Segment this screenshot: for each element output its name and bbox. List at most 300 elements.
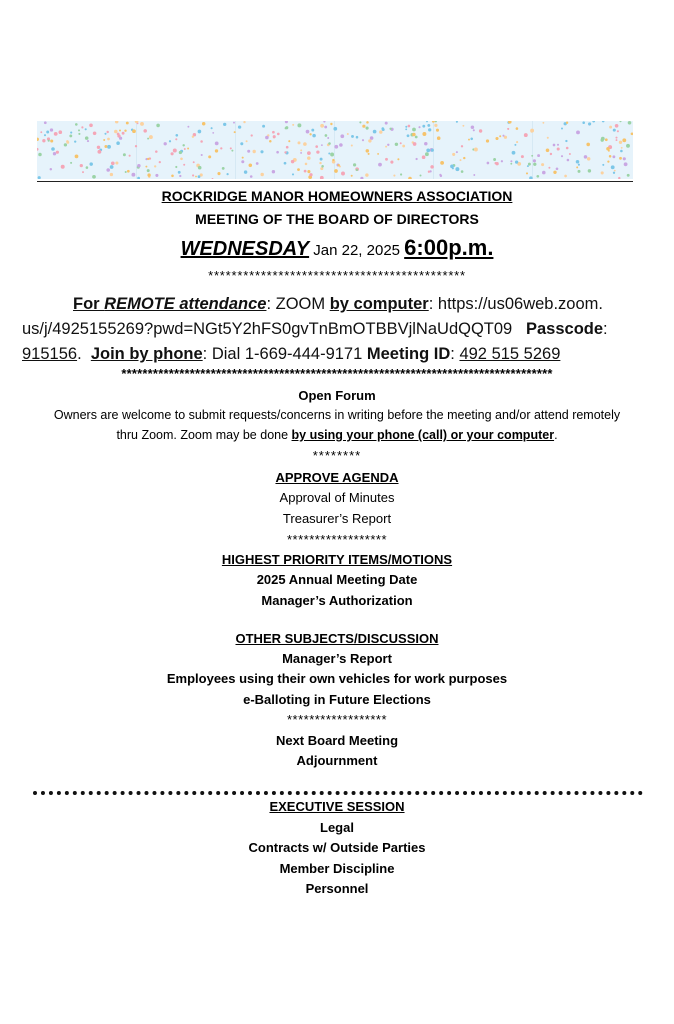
confetti-dot — [427, 124, 430, 127]
confetti-dot — [624, 162, 628, 166]
join-by-phone: Join by phone — [90, 345, 203, 363]
other-item-managers-report: Manager’s Report — [282, 651, 392, 666]
confetti-dot — [351, 144, 353, 146]
confetti-dot — [173, 149, 177, 153]
confetti-dot — [623, 157, 626, 160]
confetti-dot — [75, 155, 79, 159]
confetti-dot — [614, 170, 616, 172]
confetti-dot — [422, 155, 426, 159]
other-title: OTHER SUBJECTS/DISCUSSION — [235, 631, 439, 646]
confetti-dot — [373, 130, 377, 134]
executive-item-personnel: Personnel — [305, 881, 369, 896]
confetti-dot — [588, 169, 591, 172]
dial-text: : Dial 1-669-444-9171 — [202, 345, 367, 363]
confetti-dot — [402, 145, 405, 148]
confetti-dot — [143, 129, 147, 133]
open-forum-text — [24, 405, 650, 445]
confetti-dot — [533, 163, 536, 166]
confetti-dot — [200, 140, 203, 143]
confetti-dot — [223, 123, 226, 126]
confetti-dot — [291, 160, 294, 163]
confetti-dot — [524, 133, 528, 137]
confetti-dot — [359, 121, 361, 123]
confetti-dot — [499, 135, 501, 137]
confetti-dot — [431, 149, 434, 152]
confetti-dot — [528, 163, 531, 166]
remote-zoom: : ZOOM — [266, 295, 330, 313]
confetti-dot — [155, 150, 158, 153]
confetti-dot — [180, 157, 183, 160]
confetti-dot — [240, 142, 243, 145]
zoom-url-1[interactable]: : https://us06web.zoom. — [428, 295, 603, 313]
confetti-dot — [50, 139, 53, 142]
confetti-dot — [422, 132, 426, 136]
confetti-dot — [566, 147, 569, 150]
priority-title: HIGHEST PRIORITY ITEMS/MOTIONS — [221, 552, 453, 567]
confetti-dot — [179, 175, 181, 177]
confetti-dot — [362, 125, 365, 128]
meeting-id-label: Meeting ID — [366, 345, 451, 363]
confetti-dot — [351, 175, 353, 177]
confetti-dot — [303, 142, 307, 146]
confetti-dot — [40, 131, 42, 133]
approve-agenda-title: APPROVE AGENDA — [275, 470, 399, 485]
confetti-dot — [461, 145, 463, 147]
confetti-dot — [378, 163, 382, 167]
confetti-dots-icon — [37, 121, 633, 179]
confetti-dot — [584, 155, 588, 159]
confetti-dot — [175, 134, 178, 137]
confetti-dot — [450, 165, 454, 169]
stars-divider-5: ****************** — [286, 712, 388, 727]
confetti-dot — [149, 135, 153, 139]
confetti-dot — [137, 177, 140, 179]
remote-label: REMOTE attendance — [104, 295, 267, 313]
confetti-dot — [620, 150, 623, 153]
confetti-dot — [362, 139, 364, 141]
confetti-dot — [171, 175, 174, 178]
confetti-dot — [309, 173, 312, 176]
executive-title: EXECUTIVE SESSION — [269, 799, 405, 814]
confetti-dot — [387, 144, 389, 146]
confetti-dot — [473, 129, 475, 131]
confetti-dot — [588, 122, 591, 125]
confetti-dot — [309, 133, 311, 135]
confetti-dot — [557, 144, 559, 146]
confetti-dot — [80, 164, 83, 167]
confetti-dot — [486, 139, 489, 142]
confetti-dot — [385, 122, 388, 125]
confetti-dot — [576, 166, 578, 168]
confetti-dot — [70, 162, 72, 164]
confetti-dot — [407, 134, 410, 137]
confetti-dot — [586, 143, 590, 147]
passcode-label: Passcode — [525, 320, 604, 338]
confetti-dot — [316, 150, 319, 153]
confetti-dot — [627, 174, 630, 177]
confetti-dot — [426, 121, 428, 122]
confetti-dot — [471, 126, 475, 130]
confetti-dot — [381, 127, 384, 130]
open-forum-line-2c: . — [554, 428, 558, 442]
confetti-dot — [74, 140, 76, 142]
confetti-dot — [175, 166, 177, 168]
confetti-dot — [171, 152, 174, 155]
confetti-dot — [145, 166, 147, 168]
confetti-dot — [321, 144, 323, 146]
confetti-dot — [104, 133, 106, 135]
confetti-dot — [567, 159, 570, 162]
confetti-dot — [183, 164, 185, 166]
confetti-dot — [619, 121, 621, 122]
confetti-dot — [379, 130, 382, 133]
confetti-dot — [516, 127, 519, 130]
confetti-dot — [104, 145, 107, 148]
confetti-dot — [468, 139, 470, 141]
confetti-dot — [495, 162, 497, 164]
confetti-dot — [541, 163, 544, 166]
confetti-dot — [334, 169, 338, 173]
confetti-dot — [50, 128, 53, 131]
confetti-dot — [307, 156, 311, 160]
executive-item-legal: Legal — [320, 820, 354, 835]
confetti-dot — [430, 165, 434, 169]
confetti-dot — [273, 135, 276, 138]
confetti-dot — [527, 165, 529, 167]
confetti-dot — [297, 168, 300, 171]
confetti-dot — [339, 143, 343, 147]
confetti-dot — [366, 121, 369, 124]
confetti-dot — [103, 139, 105, 141]
stars-divider-2: ********************************************************************************** — [121, 366, 553, 381]
confetti-dot — [97, 146, 100, 149]
confetti-dot — [487, 162, 490, 165]
remote-label-for: For — [73, 295, 105, 313]
confetti-dot — [54, 132, 58, 136]
confetti-dot — [305, 163, 308, 166]
confetti-dot — [269, 140, 272, 143]
session-divider — [33, 791, 643, 795]
confetti-dot — [37, 138, 39, 141]
confetti-dot — [242, 157, 244, 159]
by-computer: by computer — [329, 295, 429, 313]
confetti-dot — [187, 126, 189, 128]
confetti-dot — [117, 134, 120, 137]
confetti-dot — [422, 125, 425, 128]
confetti-dot — [129, 155, 131, 157]
confetti-dot — [311, 129, 314, 132]
confetti-dot — [46, 131, 49, 134]
confetti-dot — [601, 171, 604, 174]
confetti-dot — [408, 125, 411, 128]
confetti-dot — [537, 154, 540, 157]
confetti-dot — [631, 132, 633, 135]
confetti-dot — [619, 157, 622, 160]
confetti-dot — [272, 131, 275, 134]
confetti-dot — [312, 134, 316, 138]
confetti-dot — [365, 173, 368, 176]
confetti-dot — [515, 160, 518, 163]
confetti-dot — [557, 147, 560, 150]
confetti-dot — [340, 134, 344, 138]
confetti-dot — [198, 166, 202, 170]
confetti-dot — [400, 173, 402, 175]
confetti-dot — [561, 127, 563, 129]
meeting-time: 6:00p.m. — [404, 235, 494, 260]
confetti-dot — [51, 147, 55, 151]
confetti-dot — [154, 165, 156, 167]
confetti-dot — [609, 155, 612, 158]
confetti-dot — [334, 145, 338, 149]
confetti-dot — [412, 133, 416, 137]
open-forum-line-2a: thru Zoom. Zoom may be done — [116, 428, 292, 442]
meeting-id-colon: : — [450, 345, 460, 363]
confetti-dot — [179, 151, 182, 154]
header-divider — [37, 181, 633, 182]
confetti-dot — [618, 177, 620, 179]
confetti-dot — [510, 163, 512, 165]
confetti-dot — [132, 129, 136, 133]
confetti-dot — [602, 164, 604, 166]
confetti-dot — [428, 171, 430, 173]
confetti-dot — [578, 164, 580, 166]
confetti-dot — [516, 141, 518, 143]
confetti-dot — [327, 137, 329, 139]
confetti-dot — [87, 140, 89, 142]
confetti-dot — [147, 138, 149, 140]
confetti-dot — [393, 175, 395, 177]
zoom-url-2[interactable]: us/j/4925155269?pwd=NGt5Y2hFS0gvTnBmOTBBVjlNaUdQQT09 — [22, 320, 513, 338]
confetti-dot — [319, 162, 321, 164]
confetti-dot — [542, 171, 546, 175]
confetti-dot — [328, 142, 331, 145]
confetti-dot — [202, 122, 205, 125]
confetti-dot — [415, 136, 418, 139]
confetti-dot — [330, 153, 334, 157]
confetti-dot — [389, 128, 391, 130]
confetti-dot — [356, 136, 359, 139]
confetti-dot — [395, 143, 398, 146]
confetti-dot — [285, 121, 288, 123]
confetti-dot — [561, 155, 563, 157]
confetti-dot — [547, 137, 549, 139]
confetti-dot — [412, 128, 416, 132]
confetti-dot — [238, 125, 241, 128]
confetti-dot — [328, 152, 330, 154]
confetti-dot — [592, 121, 595, 122]
priority-item-authorization: Manager’s Authorization — [261, 593, 413, 608]
confetti-dot — [106, 131, 108, 133]
confetti-dot — [175, 138, 177, 140]
confetti-dot — [615, 137, 617, 139]
confetti-dot — [201, 154, 203, 156]
confetti-dot — [137, 164, 140, 167]
confetti-dot — [436, 129, 439, 132]
confetti-dot — [244, 170, 247, 173]
confetti-dot — [455, 167, 459, 171]
confetti-dot — [298, 141, 301, 144]
confetti-dot — [536, 175, 539, 178]
confetti-dot — [234, 131, 236, 133]
confetti-dot — [353, 163, 356, 166]
confetti-dot — [81, 126, 83, 128]
confetti-dot — [66, 140, 69, 143]
confetti-dot — [320, 176, 324, 179]
confetti-dot — [82, 171, 84, 173]
confetti-dot — [78, 133, 80, 135]
confetti-dot — [609, 126, 612, 129]
confetti-dot — [569, 153, 571, 155]
confetti-dot — [89, 162, 92, 165]
confetti-dot — [126, 122, 129, 125]
confetti-dot — [616, 139, 618, 141]
confetti-dot — [300, 149, 302, 151]
confetti-dot — [292, 124, 294, 126]
confetti-dot — [612, 155, 615, 158]
confetti-dot — [323, 121, 325, 123]
confetti-dot — [550, 153, 552, 155]
confetti-dot — [418, 126, 420, 128]
confetti-dot — [324, 126, 327, 129]
confetti-dot — [233, 122, 235, 124]
confetti-dot — [615, 124, 619, 128]
confetti-dot — [621, 147, 623, 149]
confetti-dot — [75, 123, 78, 126]
confetti-dot — [330, 123, 332, 125]
confetti-dot — [48, 140, 50, 142]
confetti-dot — [123, 153, 126, 156]
confetti-dot — [440, 175, 442, 177]
confetti-dot — [115, 121, 118, 123]
banner-tile-edge — [136, 121, 137, 179]
confetti-dot — [307, 170, 310, 173]
confetti-dot — [69, 134, 72, 137]
confetti-dot — [178, 171, 181, 174]
confetti-dot — [300, 152, 302, 154]
confetti-dot — [89, 123, 93, 127]
confetti-dot — [110, 165, 114, 169]
confetti-dot — [479, 129, 482, 132]
confetti-dot — [297, 123, 301, 127]
confetti-dot — [125, 171, 127, 173]
confetti-dot — [456, 151, 458, 153]
confetti-dot — [277, 133, 280, 136]
confetti-dot — [461, 170, 464, 173]
confetti-dot — [140, 122, 144, 126]
confetti-dot — [147, 169, 150, 172]
confetti-dot — [400, 142, 402, 144]
meeting-date-line — [0, 235, 674, 261]
confetti-dot — [260, 150, 263, 153]
confetti-dot — [260, 173, 263, 176]
confetti-dot — [107, 138, 110, 141]
confetti-dot — [617, 130, 619, 132]
confetti-dot — [212, 178, 214, 179]
confetti-dot — [320, 124, 324, 128]
confetti-dot — [211, 127, 213, 129]
confetti-dot — [226, 173, 228, 175]
confetti-dot — [564, 175, 567, 178]
confetti-dot — [262, 125, 265, 128]
confetti-dot — [58, 130, 62, 134]
confetti-dot — [576, 130, 580, 134]
confetti-dot — [602, 121, 605, 122]
confetti-dot — [437, 136, 441, 140]
confetti-dot — [307, 151, 311, 155]
confetti-dot — [42, 139, 45, 142]
confetti-dot — [124, 130, 126, 132]
confetti-dot — [474, 148, 478, 152]
confetti-dot — [249, 164, 253, 168]
confetti-dot — [405, 126, 407, 128]
confetti-dot — [607, 160, 609, 162]
confetti-dot — [86, 166, 89, 169]
confetti-dot — [565, 140, 567, 142]
confetti-dot — [119, 129, 121, 131]
stars-divider-1: ******************************************** — [208, 268, 466, 283]
confetti-dot — [626, 144, 630, 148]
confetti-dot — [321, 165, 324, 168]
confetti-dot — [284, 151, 286, 153]
confetti-dot — [44, 134, 46, 136]
confetti-dot — [390, 161, 393, 164]
stars-divider-3: ******** — [312, 448, 362, 463]
confetti-dot — [53, 152, 56, 155]
confetti-dot — [110, 173, 113, 176]
confetti-dot — [56, 151, 59, 154]
confetti-dot — [507, 128, 509, 130]
confetti-dot — [576, 160, 580, 164]
meeting-day: WEDNESDAY — [180, 238, 310, 260]
confetti-dot — [64, 143, 67, 146]
confetti-dot — [463, 157, 465, 159]
meeting-title: MEETING OF THE BOARD OF DIRECTORS — [195, 211, 479, 227]
priority-item-annual-meeting: 2025 Annual Meeting Date — [256, 572, 418, 587]
other-item-adjournment: Adjournment — [296, 753, 378, 768]
confetti-dot — [220, 147, 222, 149]
confetti-dot — [452, 153, 455, 156]
confetti-dot — [284, 162, 287, 165]
confetti-dot — [320, 158, 323, 161]
confetti-dot — [85, 128, 87, 130]
confetti-dot — [405, 128, 407, 130]
confetti-dot — [215, 149, 218, 152]
confetti-dot — [332, 159, 334, 161]
confetti-dot — [542, 122, 544, 124]
confetti-dot — [50, 168, 52, 170]
confetti-dot — [217, 172, 220, 175]
confetti-dot — [241, 160, 244, 163]
confetti-dot — [435, 121, 437, 122]
confetti-banner — [37, 121, 633, 179]
confetti-dot — [247, 150, 250, 153]
confetti-dot — [256, 162, 259, 165]
confetti-dot — [285, 127, 287, 129]
confetti-dot — [147, 173, 150, 176]
confetti-dot — [493, 158, 496, 161]
stars-divider-4: ****************** — [286, 532, 388, 547]
confetti-dot — [385, 146, 387, 148]
confetti-dot — [341, 172, 345, 176]
confetti-dot — [106, 168, 110, 172]
confetti-dot — [147, 158, 149, 160]
confetti-dot — [420, 175, 422, 177]
confetti-dot — [366, 149, 369, 152]
confetti-dot — [397, 158, 399, 160]
confetti-dot — [566, 122, 568, 124]
confetti-dot — [462, 125, 464, 127]
confetti-dot — [351, 135, 354, 138]
